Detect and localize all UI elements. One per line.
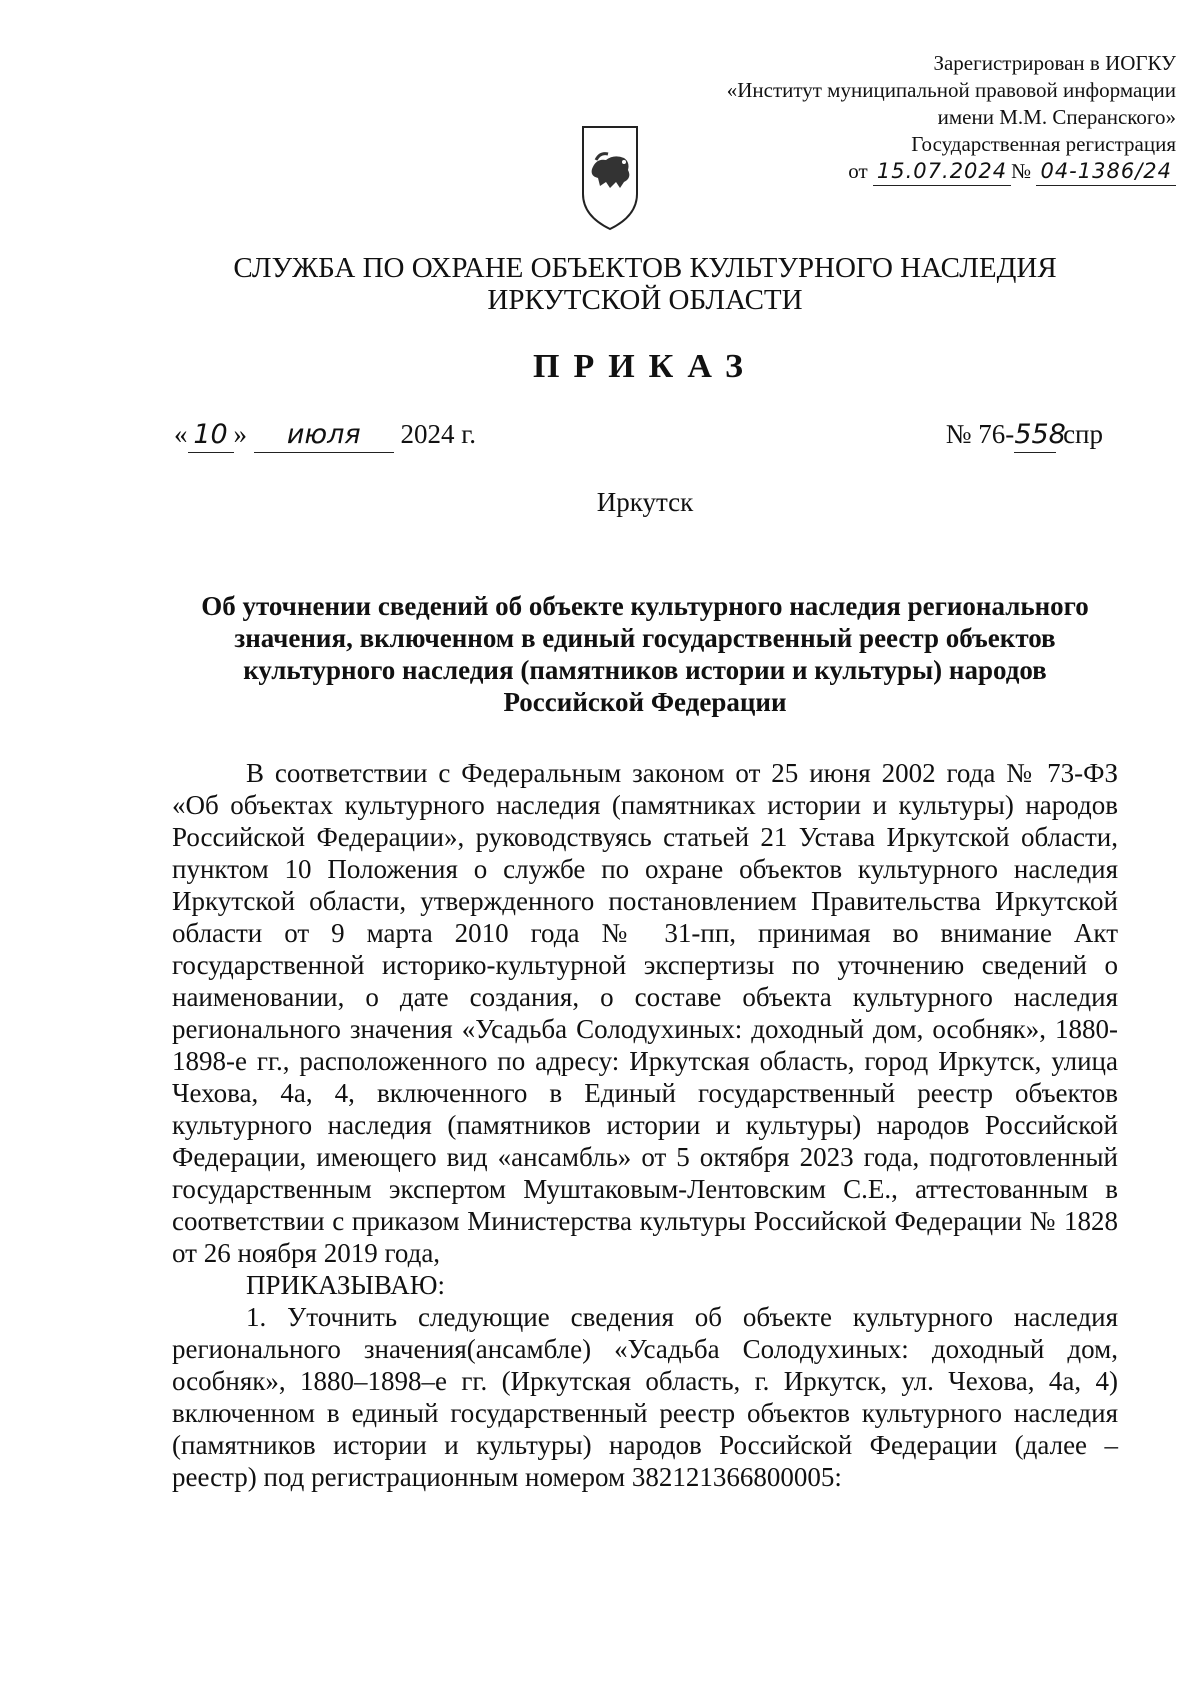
- date-open-quote: «: [174, 419, 188, 449]
- order-subject: Об уточнении сведений об объекте культурного наследия регионального значения, включенном в единый государственный реестр объектов культурного наследия (памятников истории и культуры) народов Российской Федерации: [201, 591, 1089, 717]
- date-close-quote: »: [233, 419, 247, 449]
- order-body: [172, 757, 1118, 1493]
- registration-date-value: 15.07.2024: [873, 158, 1011, 186]
- agency-line-2: ИРКУТСКОЙ ОБЛАСТИ: [487, 284, 803, 316]
- registration-line-1: Зарегистрирован в ИОГКУ: [933, 51, 1176, 75]
- registration-number-prefix: №: [1011, 159, 1032, 183]
- registration-line-2: «Институт муниципальной правовой информации: [726, 78, 1176, 102]
- irkutsk-coat-of-arms-icon: [580, 124, 640, 232]
- order-title: ПРИКАЗ: [533, 348, 757, 385]
- order-date: [174, 417, 476, 453]
- city: Иркутск: [596, 487, 694, 517]
- date-year: 2024 г.: [400, 419, 477, 449]
- body-paragraph-2: 1. Уточнить следующие сведения об объекте культурного наследия регионального значения(ансамбле) «Усадьба Солодухиных: доходный дом, особняк», 1880–1898–е гг. (Иркутская область, г. Иркутск, ул. Чехова, 4а, 4) включенном в единый государственный реестр объектов культурного наследия (памятников истории и культуры) народов Российской Федерации (далее – реестр) под регистрационным номером 382121366800005:: [172, 1302, 1118, 1492]
- registration-date-prefix: от: [848, 159, 868, 183]
- registration-line-4: Государственная регистрация: [911, 132, 1176, 156]
- agency-heading: [0, 252, 1200, 316]
- body-paragraph-1: В соответствии с Федеральным законом от 25 июня 2002 года № 73-ФЗ «Об объектах культурного наследия (памятниках истории и культуры) народов Российской Федерации», руководствуясь статьей 21 Устава Иркутской области, пунктом 10 Положения о службе по охране объектов культурного наследия Иркутской области, утвержденного постановлением Правительства Иркутской области от 9 марта 2010 года № 31-пп, принимая во внимание Акт государственной историко-культурной экспертизы по уточнению сведений о наименовании, о дате создания, о составе объекта культурного наследия регионального значения «Усадьба Солодухиных: доходный дом, особняк», 1880-1898-е гг., расположенного по адресу: Иркутская область, город Иркутск, улица Чехова, 4а, 4, включенного в Единый государственный реестр объектов культурного наследия (памятников истории и культуры) народов Российской Федерации, имеющего вид «ансамбль» от 5 октября 2023 года, подготовленный государственным экспертом Муштаковым-Лентовским С.Е., аттестованным в соответствии с приказом Министерства культуры Российской Федерации № 1828 от 26 ноября 2019 года,: [172, 758, 1118, 1268]
- registration-line-3: имени М.М. Сперанского»: [937, 105, 1176, 129]
- date-month: июля: [254, 418, 394, 453]
- registration-number-value: 04-1386/24: [1036, 158, 1176, 186]
- order-number: [946, 417, 1103, 453]
- registration-date-line: [656, 158, 1176, 186]
- date-day: 10: [188, 418, 234, 453]
- number-prefix: № 76-: [945, 419, 1015, 449]
- registration-stamp: [656, 50, 1176, 186]
- number-suffix: спр: [1063, 419, 1103, 449]
- agency-line-1: СЛУЖБА ПО ОХРАНЕ ОБЪЕКТОВ КУЛЬТУРНОГО НАСЛЕДИЯ: [233, 252, 1057, 284]
- number-value: 558: [1014, 418, 1056, 453]
- order-word: ПРИКАЗЫВАЮ:: [246, 1270, 445, 1300]
